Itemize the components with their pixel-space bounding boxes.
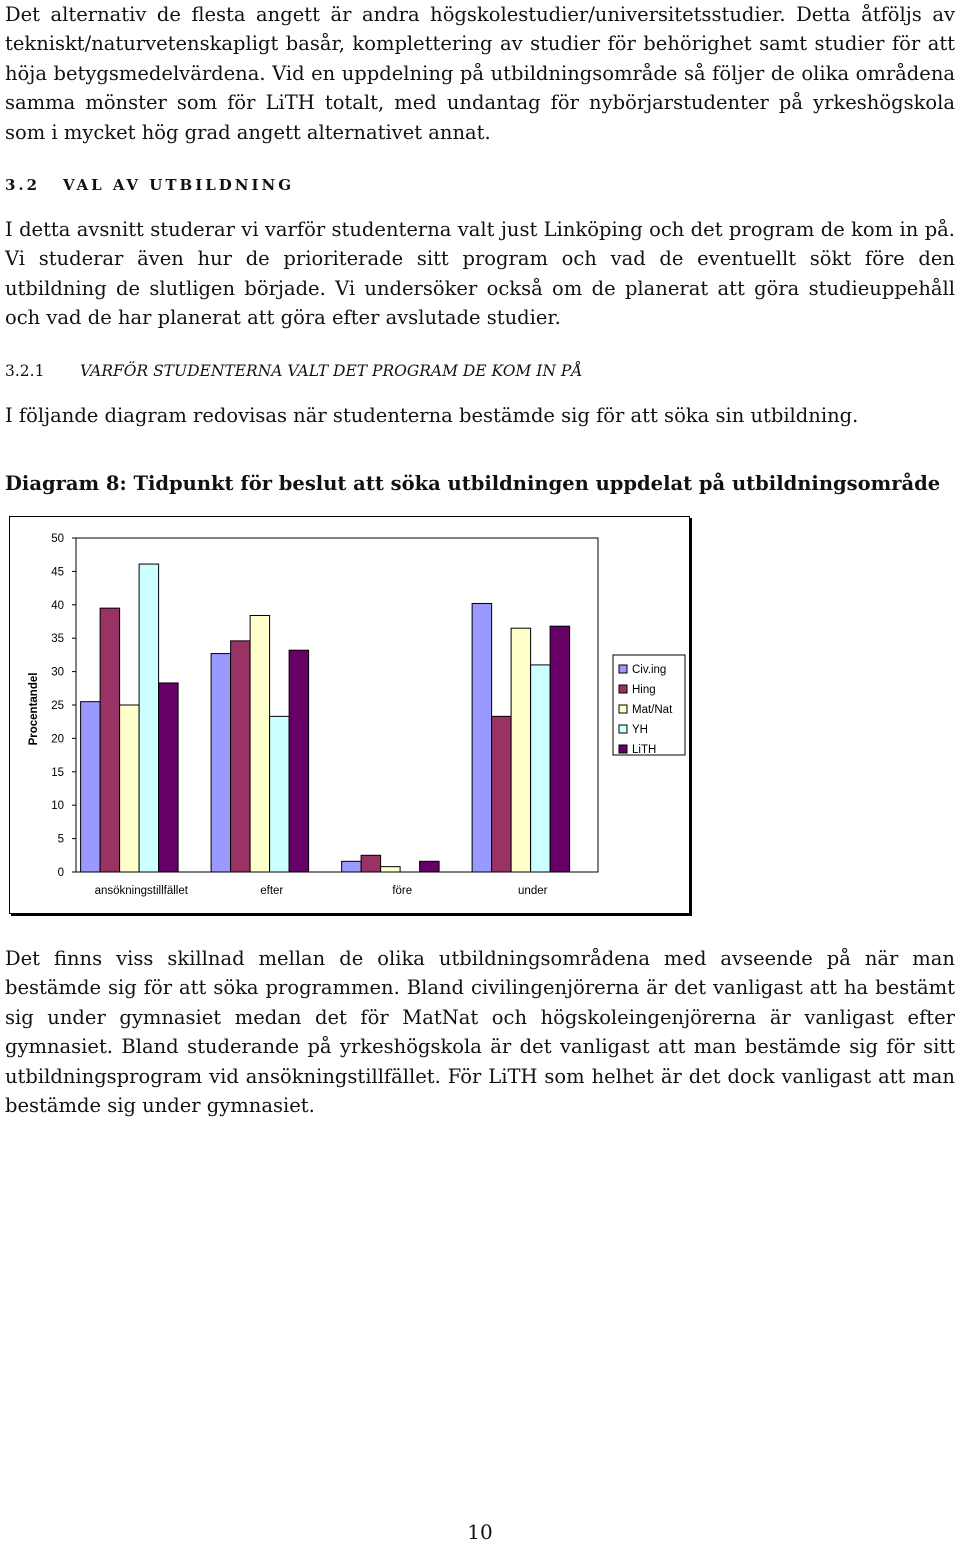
section-title: VAL AV UTBILDNING xyxy=(63,176,295,194)
legend-label: LiTH xyxy=(632,744,657,756)
legend-swatch xyxy=(619,745,627,753)
conclusion-paragraph: Det finns viss skillnad mellan de olika utbildningsområdena med avseende på när man bestämde sig för att söka programmen. Bland civilingenjörerna är det vanligast att ha bestämt sig under gymnasiet medan det för MatNat och högskoleingenjörerna är vanligast efter gymnasiet. Bland studerande på yrkeshögskola är det vanligast att man bestämde sig för sitt utbildningsprogram vid ansökningstillfället. För LiTH som helhet är det dock vanligast att man bestämde sig under gymnasiet. xyxy=(5,947,955,1118)
bar-civ-ing-2 xyxy=(342,861,362,872)
y-tick-label: 50 xyxy=(51,533,64,545)
intro-paragraph: Det alternativ de flesta angett är andra högskolestudier/universitetsstudier. Detta åtföljs av tekniskt/naturvetenskapligt basår, komplettering av studier för behörighet samt studier för att höja betygsmedelvärdena. Vid en uppdelning på utbildningsområde så följer de olika områdena samma mönster som för LiTH totalt, med undantag för nybörjarstudenter på yrkeshögskola som i mycket hög grad angett alternativet annat. xyxy=(5,3,955,144)
y-tick-label: 30 xyxy=(51,666,64,679)
bar-hing-3 xyxy=(492,716,512,872)
bar-lith-0 xyxy=(159,683,179,872)
y-tick-label: 40 xyxy=(51,599,64,612)
section-heading xyxy=(5,176,294,194)
bar-hing-0 xyxy=(100,608,120,872)
y-tick-label: 5 xyxy=(57,833,64,846)
legend-label: Hing xyxy=(632,684,656,696)
subsection-title: VARFÖR STUDENTERNA VALT DET PROGRAM DE KOM IN PÅ xyxy=(80,362,583,380)
x-tick-label: ansökningstillfället xyxy=(94,885,188,897)
bar-mat-nat-0 xyxy=(120,705,140,872)
y-tick-label: 35 xyxy=(51,633,64,646)
subsection-paragraph: I följande diagram redovisas när studenterna bestämde sig för att söka sin utbildning. xyxy=(5,404,859,427)
y-tick-label: 0 xyxy=(57,867,64,879)
bar-civ-ing-0 xyxy=(81,702,101,872)
legend-label: Mat/Nat xyxy=(632,704,673,716)
subsection-number: 3.2.1 xyxy=(5,362,45,380)
legend-label: Civ.ing xyxy=(632,664,667,676)
subsection-heading xyxy=(5,362,582,380)
bar-hing-1 xyxy=(231,641,251,872)
y-tick-label: 15 xyxy=(51,766,64,779)
bar-lith-3 xyxy=(550,626,570,872)
bar-yh-3 xyxy=(531,665,551,872)
legend-label: YH xyxy=(632,724,648,736)
x-tick-label: efter xyxy=(260,885,284,897)
bar-yh-0 xyxy=(139,564,159,872)
page-number: 10 xyxy=(467,1520,493,1544)
y-tick-label: 20 xyxy=(51,733,64,746)
bar-mat-nat-2 xyxy=(381,867,401,872)
section-paragraph: I detta avsnitt studerar vi varför studenterna valt just Linköping och det program de kom in på. Vi studerar även hur de prioriterade sitt program och vad de eventuellt sökt före den utbildning de slutligen började. Vi undersöker också om de planerat att göra studieuppehåll och vad de har planerat att göra efter avslutade studier. xyxy=(5,218,955,330)
bar-chart xyxy=(10,517,689,913)
y-tick-label: 25 xyxy=(51,700,64,712)
legend-swatch xyxy=(619,705,627,713)
y-tick-label: 10 xyxy=(51,800,64,813)
legend-swatch xyxy=(619,665,627,673)
chart-container xyxy=(9,516,690,914)
y-axis-label: Procentandel xyxy=(28,672,40,746)
bar-mat-nat-1 xyxy=(250,615,269,872)
bar-hing-2 xyxy=(361,855,381,872)
section-number: 3.2 xyxy=(5,176,41,194)
x-tick-label: före xyxy=(392,885,413,897)
bar-civ-ing-3 xyxy=(472,603,492,872)
x-tick-label: under xyxy=(518,885,548,897)
diagram-caption: Diagram 8: Tidpunkt för beslut att söka utbildningen uppdelat på utbildningsområde xyxy=(5,472,941,495)
legend-swatch xyxy=(619,725,627,733)
bar-civ-ing-1 xyxy=(211,654,231,872)
bar-mat-nat-3 xyxy=(511,628,531,872)
legend-swatch xyxy=(619,685,627,693)
bar-lith-2 xyxy=(420,861,440,872)
bar-yh-1 xyxy=(270,716,290,872)
y-tick-label: 45 xyxy=(51,566,64,579)
bar-lith-1 xyxy=(289,650,309,872)
